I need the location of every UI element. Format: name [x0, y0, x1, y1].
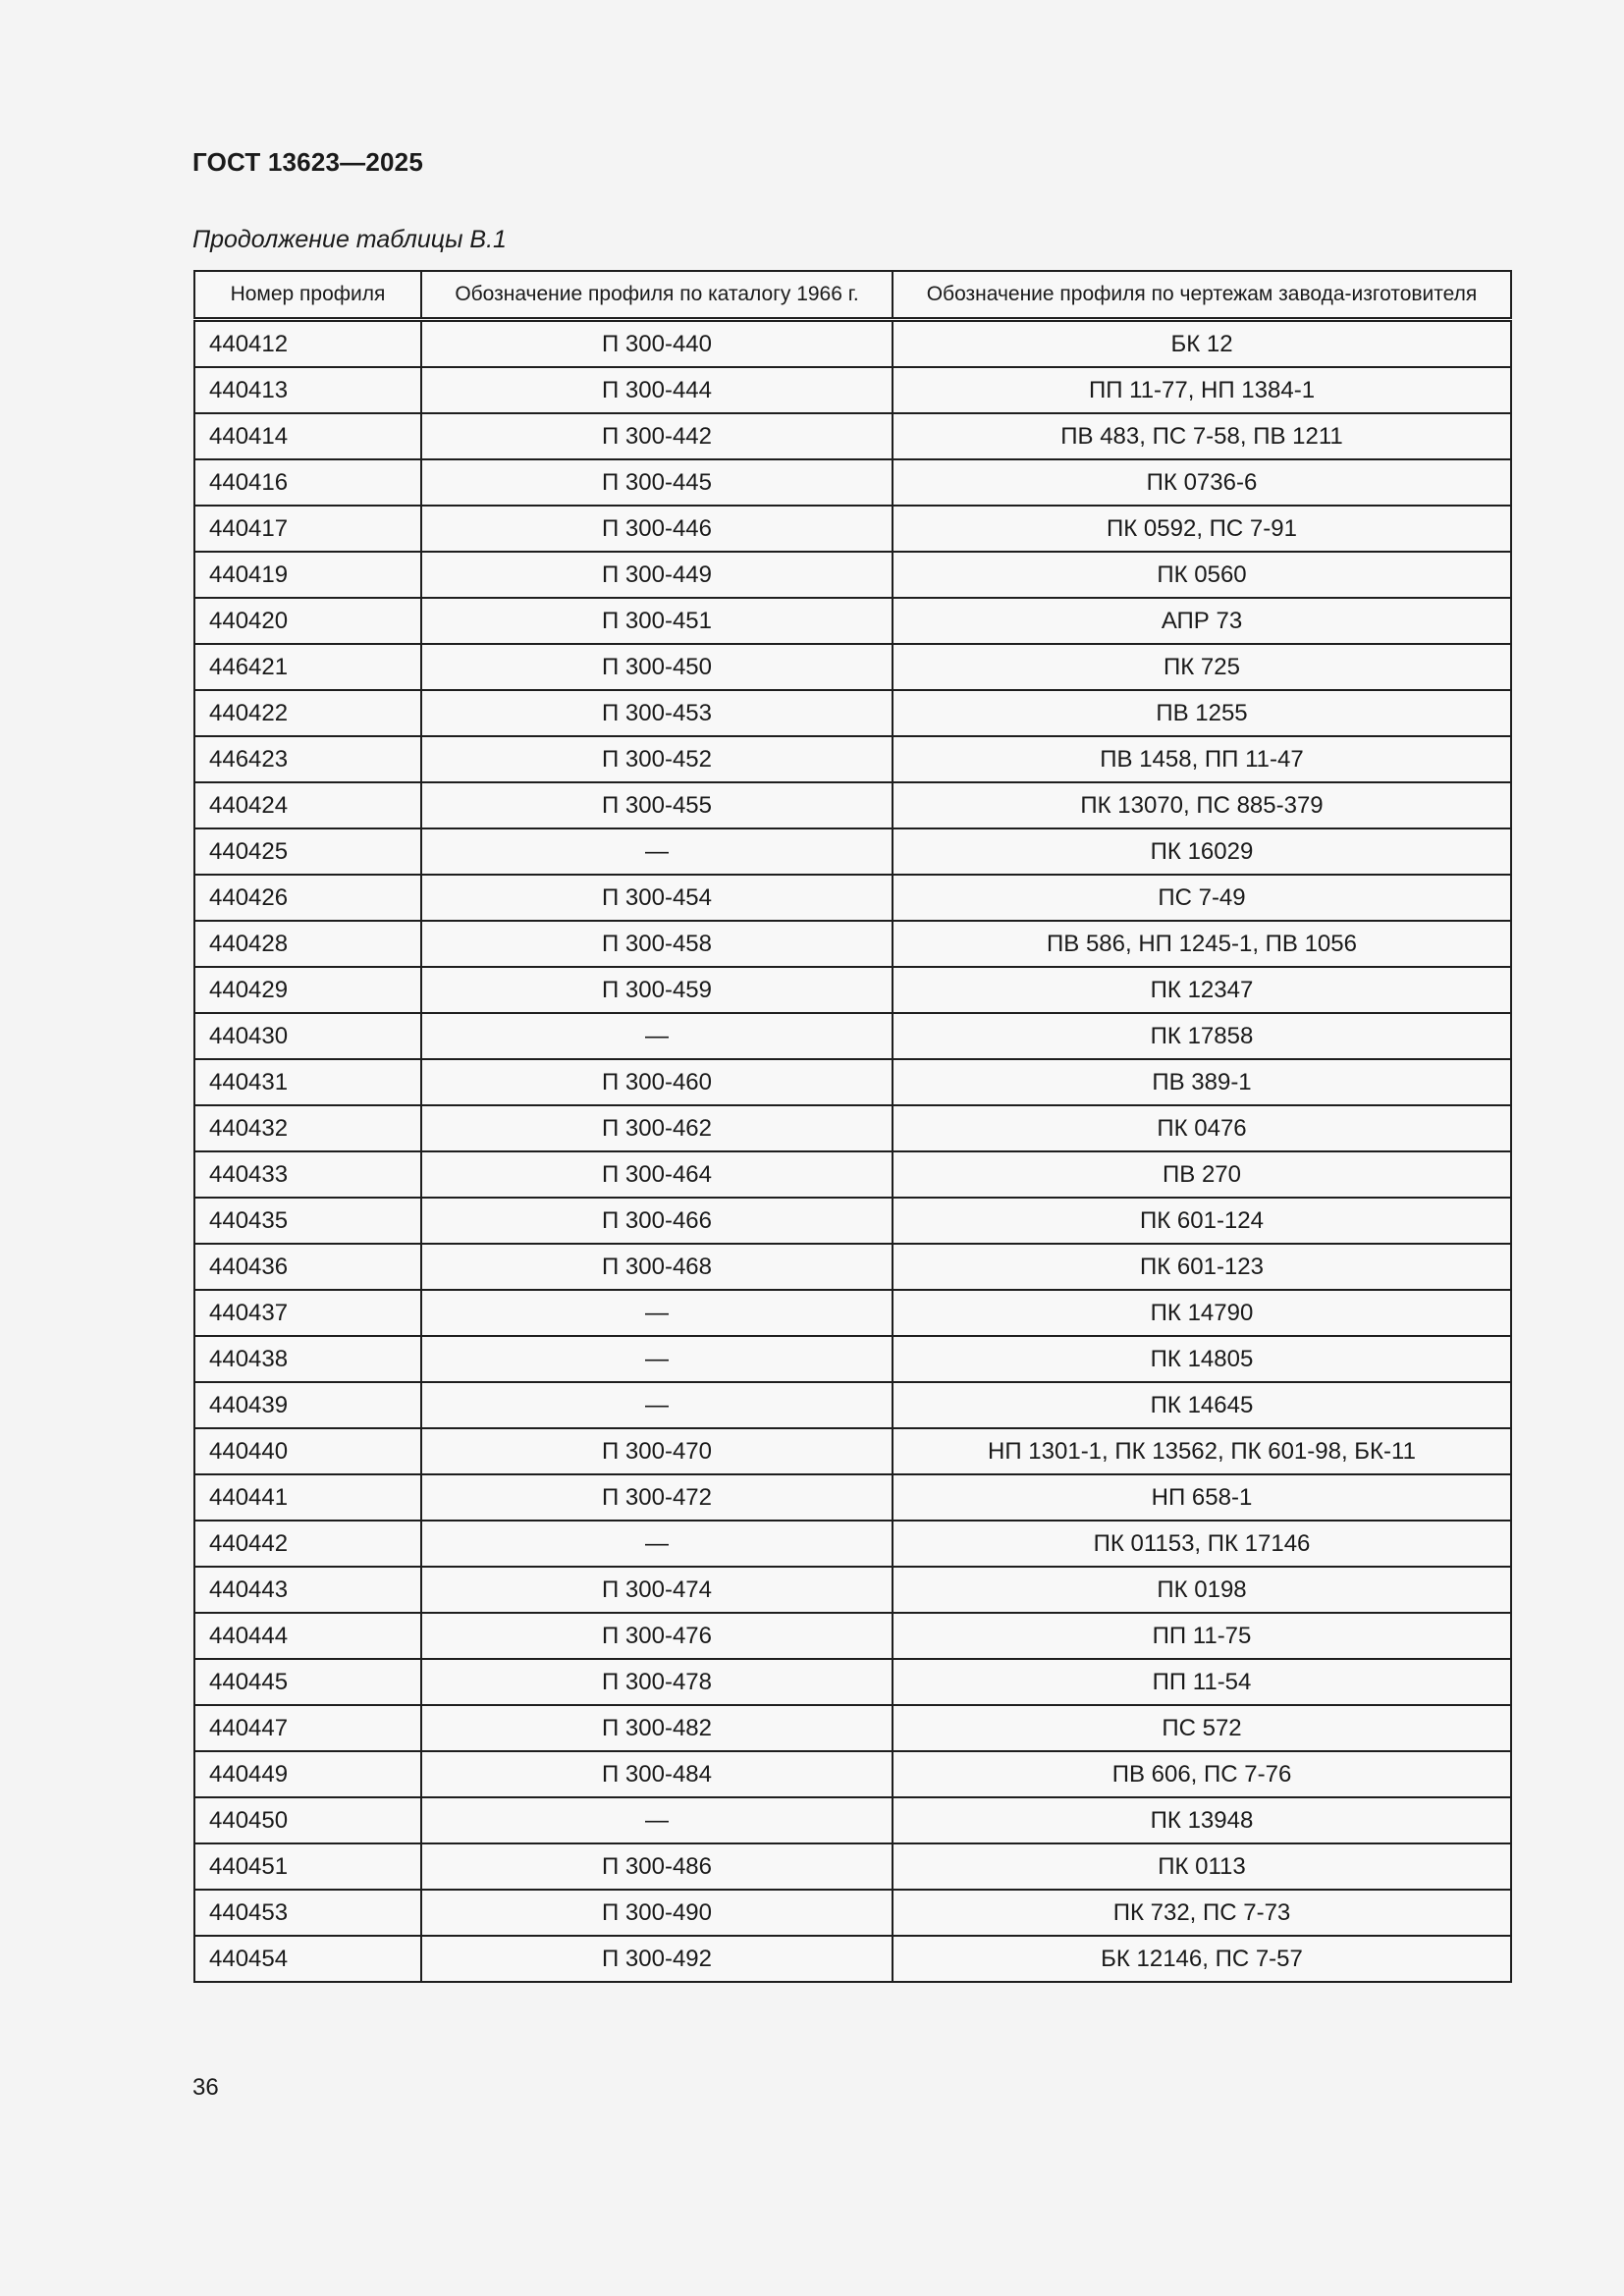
table-row — [194, 1705, 1511, 1751]
catalog-1966-cell: П 300-472 — [421, 1474, 893, 1521]
catalog-1966-cell: П 300-450 — [421, 644, 893, 690]
table-row — [194, 644, 1511, 690]
catalog-1966-cell: П 300-459 — [421, 967, 893, 1013]
catalog-1966-cell: П 300-442 — [421, 413, 893, 459]
table-caption: Продолжение таблицы В.1 — [192, 226, 507, 253]
manufacturer-drawing-cell: ПП 11-75 — [893, 1613, 1511, 1659]
profile-number-cell: 440422 — [194, 690, 421, 736]
manufacturer-drawing-cell: ПК 14805 — [893, 1336, 1511, 1382]
profile-number-cell: 440447 — [194, 1705, 421, 1751]
profile-number-cell: 440435 — [194, 1198, 421, 1244]
manufacturer-drawing-cell: ПК 12347 — [893, 967, 1511, 1013]
table-row — [194, 1151, 1511, 1198]
manufacturer-drawing-cell: ПК 0736-6 — [893, 459, 1511, 506]
table-row — [194, 1659, 1511, 1705]
catalog-1966-cell: — — [421, 1797, 893, 1843]
profile-number-cell: 440438 — [194, 1336, 421, 1382]
catalog-1966-cell: — — [421, 1013, 893, 1059]
catalog-1966-cell: — — [421, 1521, 893, 1567]
manufacturer-drawing-cell: ПК 0198 — [893, 1567, 1511, 1613]
manufacturer-drawing-cell: ПВ 483, ПС 7-58, ПВ 1211 — [893, 413, 1511, 459]
profile-number-cell: 440442 — [194, 1521, 421, 1567]
table-row — [194, 1244, 1511, 1290]
catalog-1966-cell: — — [421, 1290, 893, 1336]
manufacturer-drawing-cell: НП 658-1 — [893, 1474, 1511, 1521]
profile-number-cell: 440431 — [194, 1059, 421, 1105]
profile-number-cell: 440424 — [194, 782, 421, 828]
manufacturer-drawing-cell: БК 12146, ПС 7-57 — [893, 1936, 1511, 1982]
manufacturer-drawing-cell: БК 12 — [893, 320, 1511, 368]
profile-number-cell: 440412 — [194, 320, 421, 368]
manufacturer-drawing-cell: ПК 0113 — [893, 1843, 1511, 1890]
catalog-1966-cell: П 300-452 — [421, 736, 893, 782]
table-row — [194, 736, 1511, 782]
manufacturer-drawing-cell: ПП 11-54 — [893, 1659, 1511, 1705]
table-row — [194, 552, 1511, 598]
table-row — [194, 875, 1511, 921]
catalog-1966-cell: П 300-460 — [421, 1059, 893, 1105]
catalog-1966-cell: — — [421, 1336, 893, 1382]
manufacturer-drawing-cell: ПВ 389-1 — [893, 1059, 1511, 1105]
profile-number-cell: 440428 — [194, 921, 421, 967]
column-header-profile-number: Номер профиля — [194, 271, 421, 320]
table-row — [194, 367, 1511, 413]
catalog-1966-cell: П 300-482 — [421, 1705, 893, 1751]
profile-number-cell: 440420 — [194, 598, 421, 644]
table-row — [194, 690, 1511, 736]
table-row — [194, 506, 1511, 552]
profile-number-cell: 440419 — [194, 552, 421, 598]
catalog-1966-cell: П 300-474 — [421, 1567, 893, 1613]
catalog-1966-cell: П 300-446 — [421, 506, 893, 552]
profiles-table — [193, 270, 1512, 1983]
table-row — [194, 1751, 1511, 1797]
table-row — [194, 1198, 1511, 1244]
profile-number-cell: 440449 — [194, 1751, 421, 1797]
table-row — [194, 459, 1511, 506]
profile-number-cell: 440444 — [194, 1613, 421, 1659]
document-title: ГОСТ 13623—2025 — [192, 147, 423, 177]
profile-number-cell: 440451 — [194, 1843, 421, 1890]
manufacturer-drawing-cell: ПВ 586, НП 1245-1, ПВ 1056 — [893, 921, 1511, 967]
profile-number-cell: 440436 — [194, 1244, 421, 1290]
profile-number-cell: 440441 — [194, 1474, 421, 1521]
table-row — [194, 1474, 1511, 1521]
table-row — [194, 1105, 1511, 1151]
manufacturer-drawing-cell: ПК 0560 — [893, 552, 1511, 598]
profile-number-cell: 440417 — [194, 506, 421, 552]
profile-number-cell: 440426 — [194, 875, 421, 921]
catalog-1966-cell: П 300-468 — [421, 1244, 893, 1290]
table-body — [194, 320, 1511, 1983]
manufacturer-drawing-cell: ПК 725 — [893, 644, 1511, 690]
table-row — [194, 1843, 1511, 1890]
catalog-1966-cell: П 300-455 — [421, 782, 893, 828]
manufacturer-drawing-cell: ПК 13070, ПС 885-379 — [893, 782, 1511, 828]
manufacturer-drawing-cell: ПС 7-49 — [893, 875, 1511, 921]
table-row — [194, 1290, 1511, 1336]
catalog-1966-cell: П 300-453 — [421, 690, 893, 736]
catalog-1966-cell: П 300-486 — [421, 1843, 893, 1890]
profile-number-cell: 440425 — [194, 828, 421, 875]
manufacturer-drawing-cell: ПК 01153, ПК 17146 — [893, 1521, 1511, 1567]
catalog-1966-cell: — — [421, 828, 893, 875]
manufacturer-drawing-cell: ПВ 1458, ПП 11-47 — [893, 736, 1511, 782]
table-row — [194, 320, 1511, 368]
table-row — [194, 413, 1511, 459]
catalog-1966-cell: П 300-462 — [421, 1105, 893, 1151]
catalog-1966-cell: П 300-492 — [421, 1936, 893, 1982]
table-row — [194, 828, 1511, 875]
profile-number-cell: 440413 — [194, 367, 421, 413]
profile-number-cell: 440439 — [194, 1382, 421, 1428]
manufacturer-drawing-cell: ПК 0476 — [893, 1105, 1511, 1151]
table-row — [194, 921, 1511, 967]
catalog-1966-cell: П 300-490 — [421, 1890, 893, 1936]
manufacturer-drawing-cell: ПК 16029 — [893, 828, 1511, 875]
manufacturer-drawing-cell: ПК 0592, ПС 7-91 — [893, 506, 1511, 552]
catalog-1966-cell: П 300-466 — [421, 1198, 893, 1244]
profile-number-cell: 440429 — [194, 967, 421, 1013]
table-row — [194, 1336, 1511, 1382]
manufacturer-drawing-cell: ПК 14645 — [893, 1382, 1511, 1428]
manufacturer-drawing-cell: ПС 572 — [893, 1705, 1511, 1751]
table-row — [194, 782, 1511, 828]
table-row — [194, 1521, 1511, 1567]
catalog-1966-cell: П 300-445 — [421, 459, 893, 506]
profile-number-cell: 440453 — [194, 1890, 421, 1936]
profile-number-cell: 440432 — [194, 1105, 421, 1151]
table-row — [194, 1013, 1511, 1059]
table-row — [194, 598, 1511, 644]
catalog-1966-cell: П 300-440 — [421, 320, 893, 368]
catalog-1966-cell: П 300-464 — [421, 1151, 893, 1198]
manufacturer-drawing-cell: ПВ 606, ПС 7-76 — [893, 1751, 1511, 1797]
profile-number-cell: 440454 — [194, 1936, 421, 1982]
catalog-1966-cell: П 300-476 — [421, 1613, 893, 1659]
catalog-1966-cell: П 300-451 — [421, 598, 893, 644]
table-row — [194, 1613, 1511, 1659]
page-number: 36 — [192, 2074, 219, 2101]
manufacturer-drawing-cell: ПК 17858 — [893, 1013, 1511, 1059]
manufacturer-drawing-cell: ПК 13948 — [893, 1797, 1511, 1843]
table-row — [194, 1797, 1511, 1843]
manufacturer-drawing-cell: ПК 732, ПС 7-73 — [893, 1890, 1511, 1936]
manufacturer-drawing-cell: ПК 601-123 — [893, 1244, 1511, 1290]
manufacturer-drawing-cell: НП 1301-1, ПК 13562, ПК 601-98, БК-11 — [893, 1428, 1511, 1474]
manufacturer-drawing-cell: ПК 14790 — [893, 1290, 1511, 1336]
table-row — [194, 1382, 1511, 1428]
manufacturer-drawing-cell: ПК 601-124 — [893, 1198, 1511, 1244]
profile-number-cell: 440445 — [194, 1659, 421, 1705]
catalog-1966-cell: П 300-449 — [421, 552, 893, 598]
manufacturer-drawing-cell: ПВ 1255 — [893, 690, 1511, 736]
profile-number-cell: 440450 — [194, 1797, 421, 1843]
profile-number-cell: 440440 — [194, 1428, 421, 1474]
profile-number-cell: 446423 — [194, 736, 421, 782]
table-row — [194, 1936, 1511, 1982]
manufacturer-drawing-cell: АПР 73 — [893, 598, 1511, 644]
catalog-1966-cell: П 300-478 — [421, 1659, 893, 1705]
table-row — [194, 1428, 1511, 1474]
profile-number-cell: 440437 — [194, 1290, 421, 1336]
table-row — [194, 967, 1511, 1013]
catalog-1966-cell: П 300-484 — [421, 1751, 893, 1797]
catalog-1966-cell: П 300-470 — [421, 1428, 893, 1474]
profile-number-cell: 440430 — [194, 1013, 421, 1059]
profile-number-cell: 440414 — [194, 413, 421, 459]
catalog-1966-cell: П 300-458 — [421, 921, 893, 967]
column-header-catalog-1966: Обозначение профиля по каталогу 1966 г. — [421, 271, 893, 320]
catalog-1966-cell: П 300-454 — [421, 875, 893, 921]
catalog-1966-cell: П 300-444 — [421, 367, 893, 413]
table-header-row — [194, 271, 1511, 320]
table-row — [194, 1059, 1511, 1105]
manufacturer-drawing-cell: ПП 11-77, НП 1384-1 — [893, 367, 1511, 413]
manufacturer-drawing-cell: ПВ 270 — [893, 1151, 1511, 1198]
profile-number-cell: 440433 — [194, 1151, 421, 1198]
profile-number-cell: 440416 — [194, 459, 421, 506]
table-row — [194, 1567, 1511, 1613]
column-header-manufacturer-drawings: Обозначение профиля по чертежам завода-изготовителя — [893, 271, 1511, 320]
profile-number-cell: 440443 — [194, 1567, 421, 1613]
table-row — [194, 1890, 1511, 1936]
catalog-1966-cell: — — [421, 1382, 893, 1428]
profile-number-cell: 446421 — [194, 644, 421, 690]
